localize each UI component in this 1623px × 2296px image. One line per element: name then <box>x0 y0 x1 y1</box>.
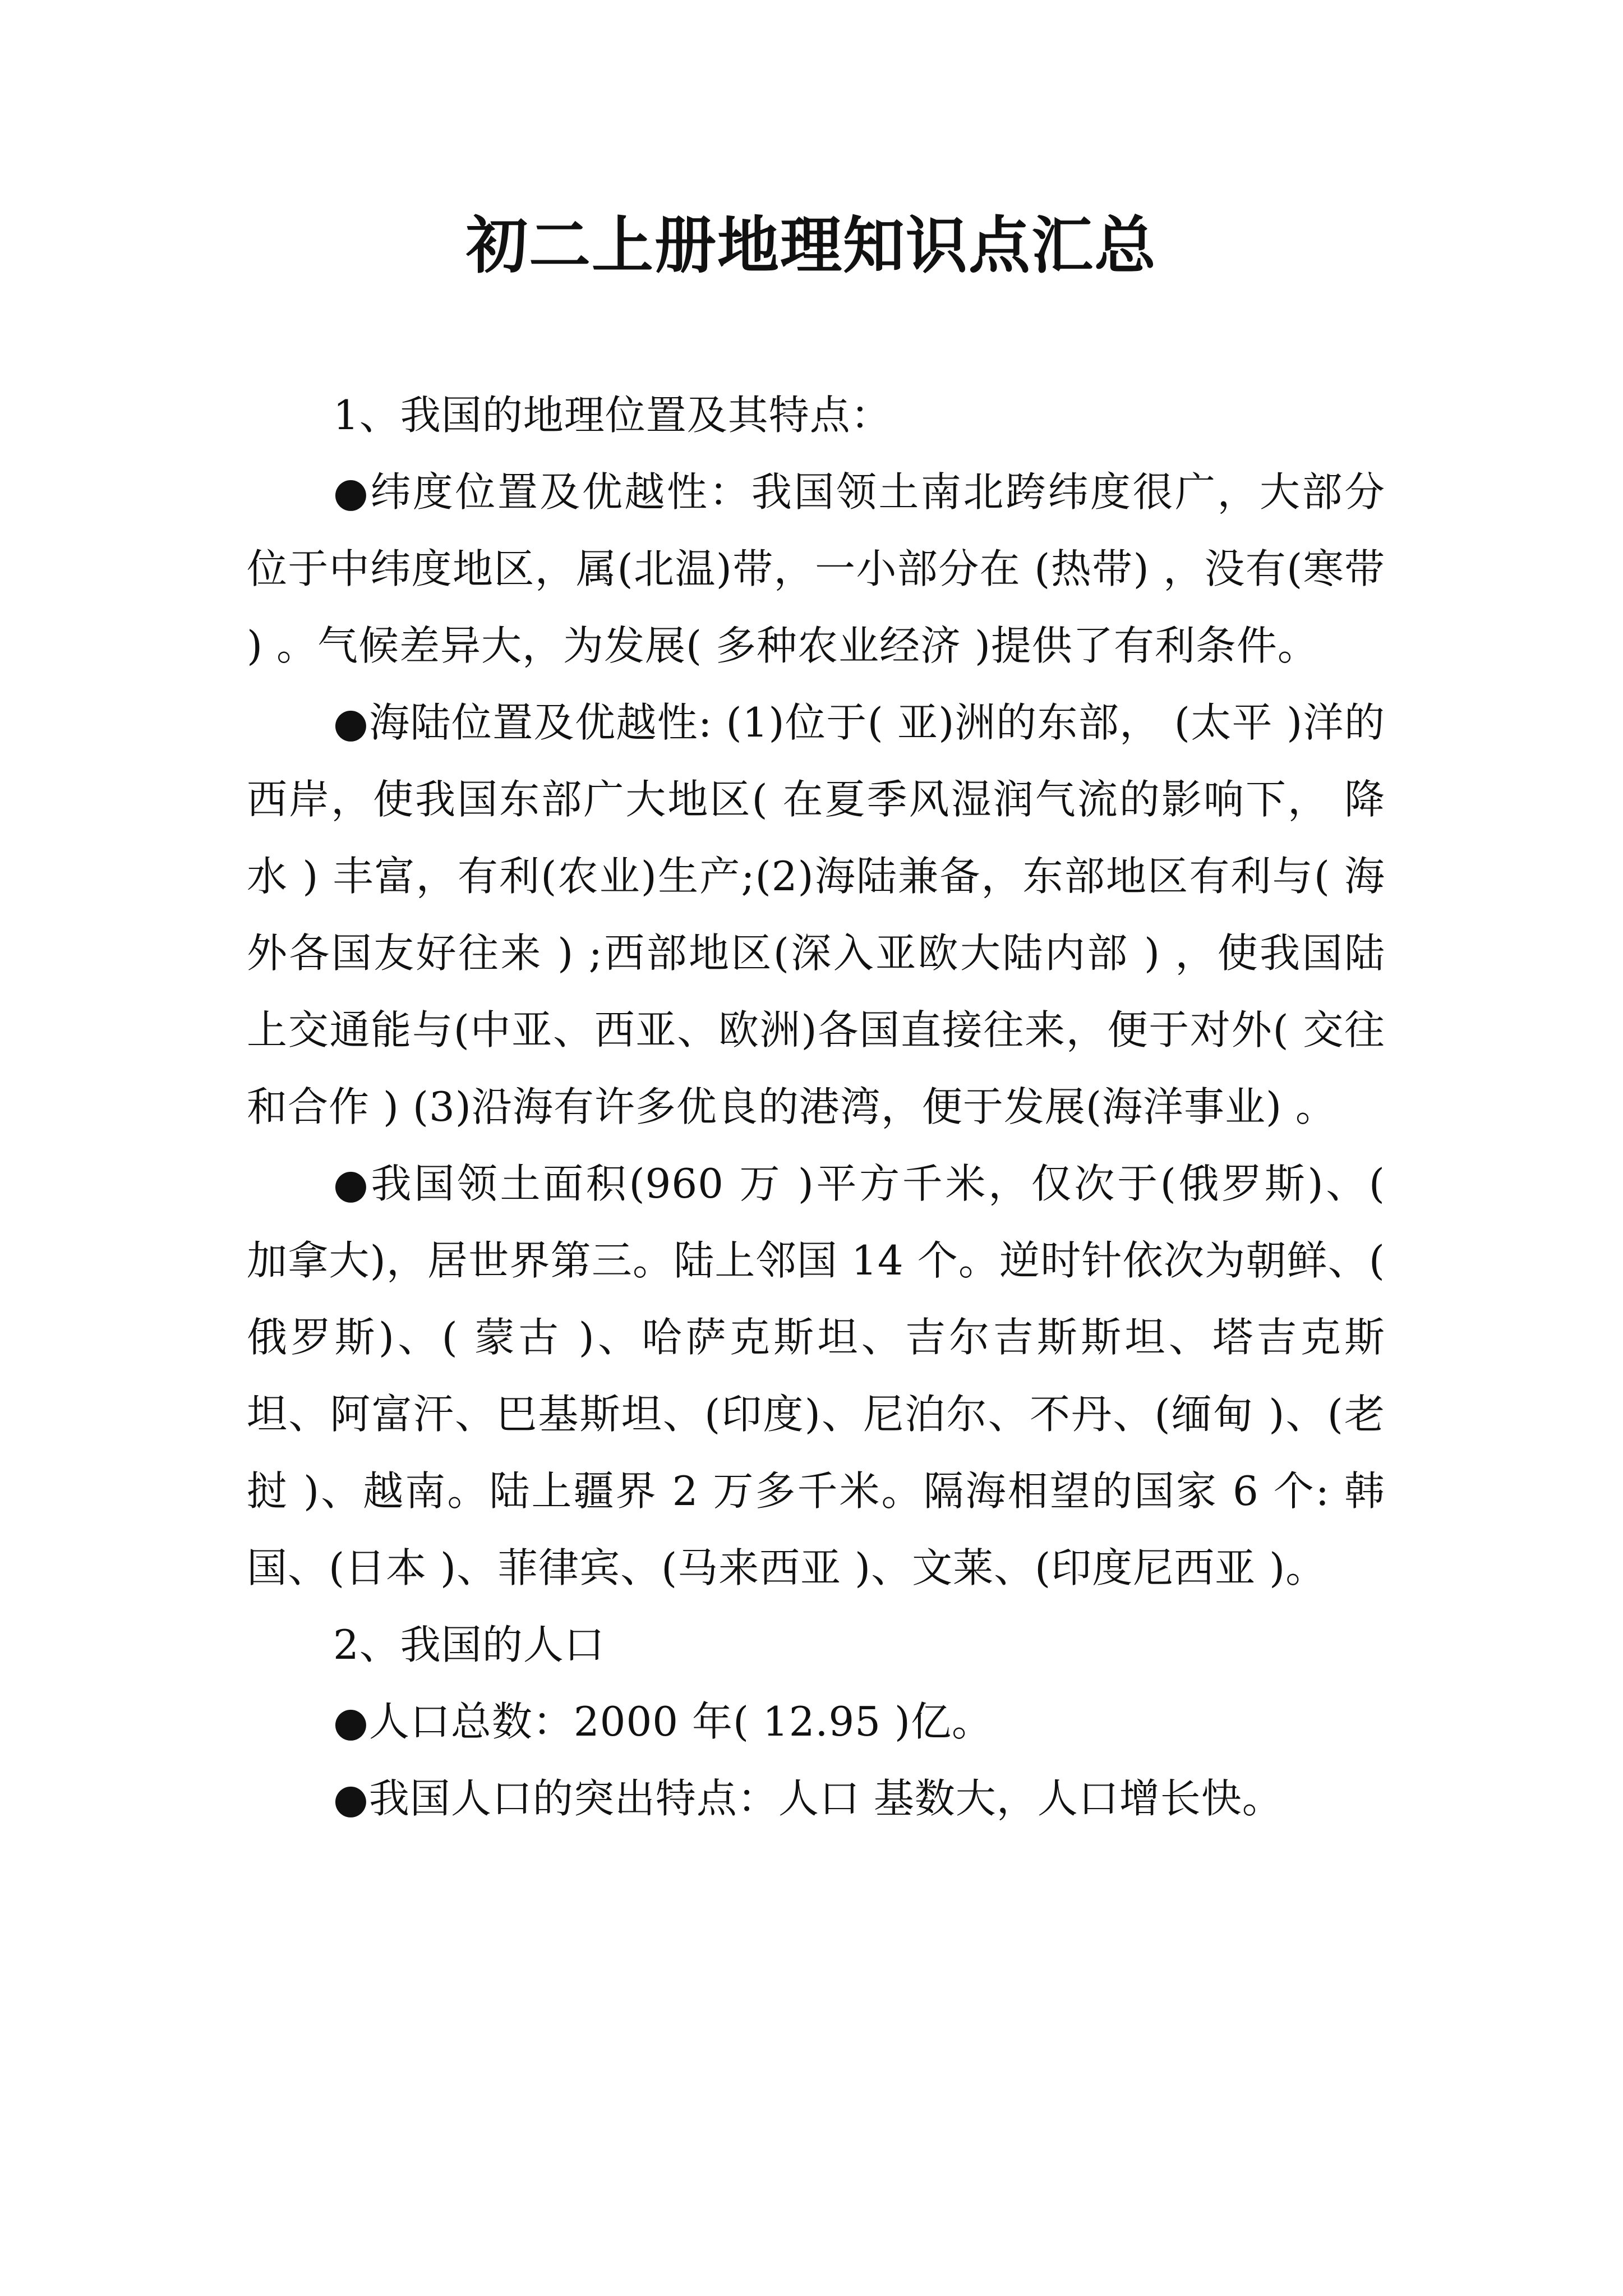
document-body <box>247 377 1385 1837</box>
paragraph-latitude-position: ●纬度位置及优越性：我国领土南北跨纬度很广，大部分位于中纬度地区，属(北温)带，一小部分在 (热带) ，没有(寒带 ) 。气候差异大，为发展( 多种农业经济 )提供了有利条件。 <box>247 468 1385 669</box>
section-heading-population: 2、我国的人口 <box>333 1621 605 1668</box>
paragraph-territory-neighbors: ●我国领土面积(960 万 )平方千米，仅次于(俄罗斯)、( 加拿大)，居世界第三。陆上邻国 14 个。逆时针依次为朝鲜、( 俄罗斯)、( 蒙古 )、哈萨克斯坦、吉尔吉斯斯坦、塔吉克斯坦、阿富汗、巴基斯坦、(印度)、尼泊尔、不丹、(缅甸 )、(老挝 )、越南。陆上疆界 2 万多千米。隔海相望的国家 6 个: 韩国、(日本 )、菲律宾、(马来西亚 )、文莱、(印度尼西亚 )。 <box>247 1160 1385 1591</box>
paragraph-population-features: ●我国人口的突出特点：人口 基数大，人口增长快。 <box>333 1775 1283 1822</box>
document-title: 初二上册地理知识点汇总 <box>466 209 1157 282</box>
section-heading-location: 1、我国的地理位置及其特点： <box>333 392 892 439</box>
paragraph-population-total: ●人口总数：2000 年( 12.95 )亿。 <box>333 1698 993 1745</box>
paragraph-sea-land-position: ●海陆位置及优越性: (1)位于( 亚)洲的东部， (太平 )洋的西岸，使我国东部广大地区( 在夏季风湿润气流的影响下， 降水 ) 丰富，有利(农业)生产;(2)海陆兼备，东部地区有利与( 海外各国友好往来 ) ;西部地区(深入亚欧大陆内部 ) ，使我国陆上交通能与(中亚、西亚、欧洲)各国直接往来，便于对外( 交往和合作 ) (3)沿海有许多优良的港湾，便于发展(海洋事业) 。 <box>247 699 1385 1130</box>
